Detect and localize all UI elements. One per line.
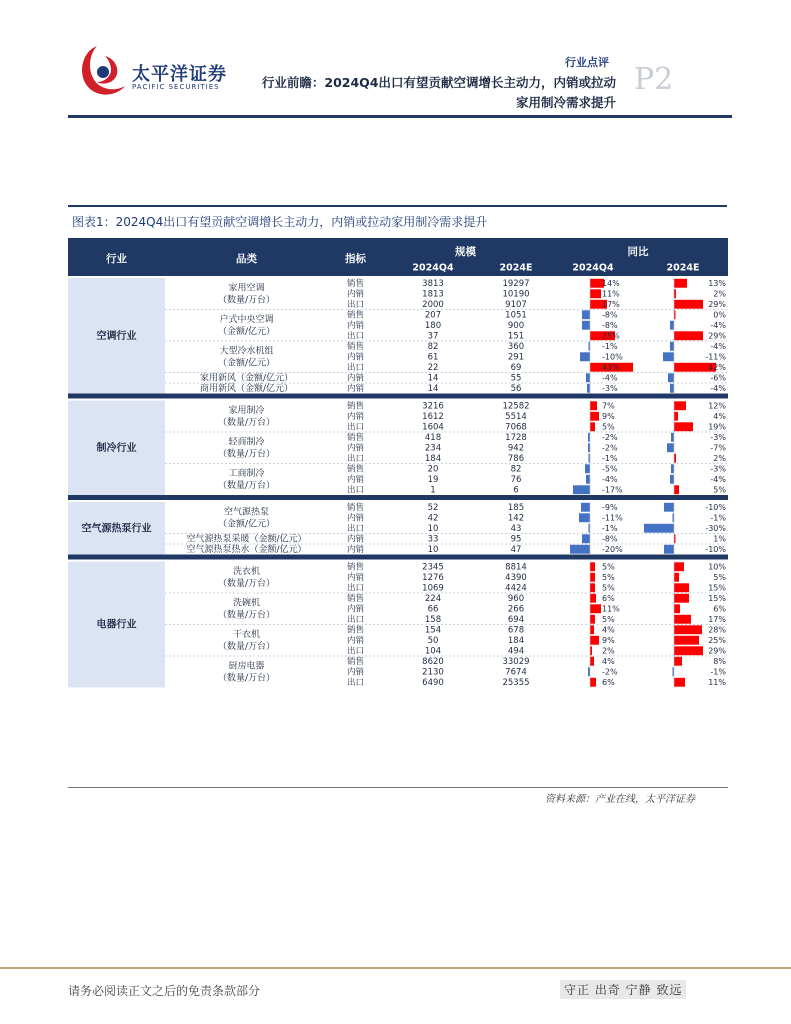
yoy-bar-2024e (670, 321, 674, 330)
category-unit: （数量/万台） (217, 295, 276, 306)
yoy-label-2024e: 12% (708, 401, 726, 411)
category-label: 洗碗机 (232, 598, 261, 609)
yoy-label-2024q4: -17% (602, 485, 623, 495)
category-label: 户式中央空调 (219, 314, 274, 325)
value-2024e: 19297 (502, 278, 530, 289)
yoy-bar-2024e (670, 342, 674, 351)
yoy-bar-2024e (674, 401, 686, 410)
yoy-bar-2024q4 (586, 373, 590, 382)
value-2024e: 33029 (502, 656, 530, 667)
yoy-bar-2024q4 (579, 513, 590, 522)
category-label: 家用新风（金额/亿元） (199, 373, 294, 384)
yoy-bar-2024e (668, 373, 674, 382)
value-2024q4: 180 (424, 320, 442, 331)
yoy-label-2024e: 13% (708, 278, 726, 288)
report-title-line-2: 家用制冷需求提升 (515, 95, 616, 110)
yoy-label-2024q4: 5% (602, 562, 615, 572)
value-2024q4: 52 (427, 502, 439, 513)
metric-label: 销售 (346, 562, 365, 573)
yoy-label-2024e: 25% (708, 635, 726, 645)
yoy-label-2024e: 17% (708, 614, 726, 624)
yoy-label-2024q4: 4% (602, 625, 615, 635)
data-table (68, 238, 728, 788)
value-2024q4: 3813 (422, 278, 444, 289)
yoy-bar-2024q4 (580, 352, 590, 361)
value-2024q4: 37 (427, 331, 439, 342)
category-label: 空气源热泵热水（金额/亿元） (186, 544, 307, 555)
yoy-label-2024q4: 2% (602, 646, 615, 656)
category-unit: （数量/万台） (217, 673, 276, 684)
yoy-label-2024e: 28% (708, 625, 726, 635)
category-unit: （数量/万台） (217, 417, 276, 428)
value-2024e: 82 (510, 464, 522, 475)
yoy-label-2024q4: 17% (602, 299, 620, 309)
yoy-bar-2024e (674, 331, 703, 340)
value-2024q4: 19 (427, 474, 439, 485)
value-2024e: 678 (507, 625, 525, 636)
value-2024q4: 8620 (422, 656, 444, 667)
yoy-label-2024q4: 11% (602, 604, 620, 614)
figure-source: 资料来源：产业在线，太平洋证券 (545, 794, 695, 805)
category-label: 空气源热泵 (223, 507, 270, 518)
metric-label: 内销 (346, 289, 365, 300)
metric-label: 出口 (346, 422, 365, 433)
value-2024q4: 154 (424, 625, 442, 636)
value-2024e: 184 (507, 635, 525, 646)
yoy-label-2024e: 10% (708, 562, 726, 572)
yoy-bar-2024e (674, 562, 684, 571)
yoy-label-2024q4: 9% (602, 411, 615, 421)
yoy-label-2024q4: -1% (602, 341, 618, 351)
yoy-label-2024q4: -2% (602, 667, 618, 677)
yoy-bar-2024q4 (582, 534, 590, 543)
value-2024q4: 2345 (422, 562, 444, 573)
category-unit: （数量/万台） (217, 480, 276, 491)
yoy-bar-2024q4 (590, 422, 595, 431)
value-2024q4: 14 (427, 373, 439, 384)
value-2024q4: 3216 (422, 401, 444, 412)
industry-label: 空调行业 (96, 330, 137, 342)
source-rule (68, 787, 728, 788)
value-2024e: 151 (507, 331, 525, 342)
yoy-label-2024q4: -10% (602, 352, 623, 362)
value-2024e: 6 (513, 485, 519, 496)
yoy-bar-2024e (670, 475, 674, 484)
brand-name-english: PACIFIC SECURITIES (132, 83, 220, 91)
yoy-label-2024q4: 5% (602, 614, 615, 624)
yoy-bar-2024q4 (582, 321, 590, 330)
metric-label: 内销 (346, 411, 365, 422)
metric-label: 内销 (346, 667, 365, 678)
category-unit: （金额/亿元） (217, 326, 276, 337)
yoy-bar-2024e (674, 678, 685, 687)
value-2024e: 55 (510, 373, 522, 384)
yoy-label-2024q4: 11% (602, 289, 620, 299)
yoy-label-2024q4: 6% (602, 677, 615, 687)
yoy-label-2024q4: -8% (602, 320, 618, 330)
yoy-label-2024q4: 9% (602, 635, 615, 645)
metric-label: 出口 (346, 646, 365, 657)
yoy-label-2024q4: 43% (602, 362, 620, 372)
metric-label: 出口 (346, 299, 365, 310)
industry-label: 制冷行业 (96, 442, 137, 454)
yoy-label-2024q4: -2% (602, 443, 618, 453)
value-2024q4: 50 (427, 635, 439, 646)
value-2024e: 1728 (505, 432, 527, 443)
header-scale-q4: 2024Q4 (412, 262, 454, 274)
value-2024e: 786 (507, 453, 525, 464)
value-2024e: 95 (510, 534, 522, 545)
category-label: 轻商制冷 (228, 437, 265, 448)
value-2024q4: 104 (424, 646, 442, 657)
value-2024q4: 158 (424, 614, 442, 625)
value-2024e: 76 (510, 474, 522, 485)
metric-label: 内销 (346, 320, 365, 331)
figure-title: 图表1：2024Q4出口有望贡献空调增长主动力，内销或拉动家用制冷需求提升 (72, 215, 488, 229)
value-2024e: 185 (507, 502, 525, 513)
value-2024q4: 20 (427, 464, 439, 475)
metric-label: 内销 (346, 513, 365, 524)
value-2024q4: 234 (424, 443, 442, 454)
yoy-bar-2024e (671, 433, 674, 442)
yoy-label-2024q4: 6% (602, 593, 615, 603)
metric-label: 销售 (346, 432, 365, 443)
value-2024e: 7068 (505, 422, 527, 433)
yoy-label-2024q4: 7% (602, 401, 615, 411)
header-yoy-2024e: 2024E (666, 262, 700, 274)
value-2024q4: 2130 (422, 667, 444, 678)
value-2024e: 142 (507, 513, 525, 524)
yoy-bar-2024q4 (590, 625, 594, 634)
yoy-bar-2024q4 (581, 503, 590, 512)
header-scale: 规模 (455, 246, 476, 258)
value-2024e: 360 (507, 341, 525, 352)
value-2024q4: 224 (424, 593, 442, 604)
value-2024q4: 82 (427, 341, 439, 352)
metric-label: 内销 (346, 534, 365, 545)
metric-label: 内销 (346, 373, 365, 384)
yoy-bar-2024e (644, 524, 674, 533)
category-label: 商用新风（金额/亿元） (199, 383, 294, 394)
value-2024e: 694 (507, 614, 525, 625)
yoy-label-2024q4: 25% (602, 331, 620, 341)
metric-label: 内销 (346, 352, 365, 363)
header-divider (68, 115, 732, 118)
yoy-bar-2024q4 (590, 678, 596, 687)
yoy-bar-2024e (674, 646, 703, 655)
category-label: 工商制冷 (228, 468, 265, 479)
yoy-label-2024e: 2% (713, 289, 726, 299)
yoy-label-2024e: -3% (710, 464, 726, 474)
value-2024q4: 1612 (422, 411, 444, 422)
value-2024q4: 1 (430, 485, 436, 496)
yoy-label-2024e: -6% (710, 373, 726, 383)
value-2024q4: 33 (427, 534, 439, 545)
value-2024e: 4424 (505, 583, 527, 594)
yoy-bar-2024e (674, 625, 702, 634)
value-2024q4: 1813 (422, 289, 444, 300)
yoy-bar-2024q4 (590, 289, 601, 298)
metric-label: 出口 (346, 331, 365, 342)
yoy-bar-2024e (667, 443, 674, 452)
yoy-label-2024e: 1% (713, 534, 726, 544)
value-2024q4: 2000 (422, 299, 444, 310)
value-2024q4: 6490 (422, 677, 444, 688)
metric-label: 销售 (346, 656, 365, 667)
yoy-label-2024q4: -11% (602, 513, 623, 523)
figure-title-rule (68, 205, 727, 207)
industry-label: 电器行业 (96, 619, 137, 631)
yoy-bar-2024q4 (585, 464, 590, 473)
page-number: P2 (634, 62, 674, 97)
yoy-bar-2024e (674, 412, 678, 421)
metric-label: 内销 (346, 635, 365, 646)
yoy-label-2024e: 15% (708, 593, 726, 603)
category-label: 家用制冷 (228, 405, 265, 416)
yoy-bar-2024e (664, 545, 674, 554)
yoy-label-2024q4: -20% (602, 544, 623, 554)
category-label: 家用空调 (228, 283, 265, 294)
yoy-bar-2024q4 (590, 615, 595, 624)
metric-label: 内销 (346, 544, 365, 555)
yoy-label-2024e: 4% (713, 411, 726, 421)
header-scale-2024e: 2024E (499, 262, 533, 274)
yoy-bar-2024e (674, 300, 703, 309)
metric-label: 销售 (346, 593, 365, 604)
group-separator (68, 394, 728, 399)
metric-label: 销售 (346, 341, 365, 352)
value-2024e: 8814 (505, 562, 527, 573)
metric-label: 出口 (346, 583, 365, 594)
brand-name: 太平洋证券 (132, 64, 227, 85)
value-2024q4: 42 (427, 513, 439, 524)
yoy-bar-2024e (674, 279, 687, 288)
metric-label: 出口 (346, 485, 365, 496)
yoy-bar-2024q4 (582, 310, 590, 319)
yoy-label-2024e: -10% (705, 502, 726, 512)
header-industry: 行业 (106, 253, 127, 265)
value-2024e: 43 (510, 523, 522, 534)
yoy-bar-2024e (664, 503, 674, 512)
yoy-label-2024e: 29% (708, 646, 726, 656)
value-2024e: 47 (510, 544, 522, 555)
yoy-bar-2024q4 (590, 604, 601, 613)
yoy-label-2024e: -4% (710, 341, 726, 351)
header-category: 品类 (236, 253, 257, 265)
metric-label: 出口 (346, 677, 365, 688)
header-metric: 指标 (345, 253, 366, 265)
value-2024q4: 184 (424, 453, 442, 464)
value-2024q4: 1069 (422, 583, 444, 594)
yoy-bar-2024q4 (570, 545, 590, 554)
category-unit: （数量/万台） (217, 578, 276, 589)
category-label: 厨房电器 (228, 661, 265, 672)
yoy-label-2024q4: 14% (602, 278, 620, 288)
yoy-label-2024e: -3% (710, 432, 726, 442)
value-2024q4: 207 (424, 310, 442, 321)
yoy-label-2024q4: -4% (602, 373, 618, 383)
value-2024e: 266 (507, 604, 525, 615)
yoy-label-2024e: -1% (710, 513, 726, 523)
company-motto: 守正 出奇 宁静 致远 (560, 980, 686, 999)
yoy-bar-2024q4 (590, 583, 595, 592)
value-2024e: 25355 (502, 677, 530, 688)
group-separator (68, 495, 728, 500)
yoy-bar-2024q4 (590, 562, 595, 571)
value-2024e: 12582 (502, 401, 530, 412)
yoy-bar-2024q4 (586, 475, 590, 484)
metric-label: 销售 (346, 310, 365, 321)
header-yoy-q4: 2024Q4 (572, 262, 614, 274)
yoy-label-2024e: 5% (713, 485, 726, 495)
value-2024q4: 61 (427, 352, 439, 363)
metric-label: 内销 (346, 604, 365, 615)
value-2024q4: 10 (427, 523, 439, 534)
value-2024q4: 418 (424, 432, 442, 443)
metric-label: 销售 (346, 502, 365, 513)
yoy-label-2024e: 29% (708, 331, 726, 341)
yoy-label-2024q4: 5% (602, 422, 615, 432)
metric-label: 销售 (346, 464, 365, 475)
yoy-label-2024e: -30% (705, 523, 726, 533)
yoy-bar-2024e (674, 573, 679, 582)
metric-label: 销售 (346, 278, 365, 289)
yoy-bar-2024e (674, 594, 689, 603)
category-unit: （金额/亿元） (217, 358, 276, 369)
category-label: 大型冷水机组 (219, 346, 274, 357)
metric-label: 销售 (346, 401, 365, 412)
value-2024q4: 1604 (422, 422, 444, 433)
value-2024e: 7674 (505, 667, 527, 678)
disclaimer: 请务必阅读正文之后的免责条款部分 (68, 984, 261, 998)
pacific-securities-logo (75, 42, 127, 98)
yoy-label-2024e: -1% (710, 667, 726, 677)
yoy-bar-2024e (670, 384, 674, 393)
category-unit: （数量/万台） (217, 610, 276, 621)
value-2024q4: 14 (427, 383, 439, 394)
category-label: 洗衣机 (232, 566, 261, 577)
value-2024q4: 22 (427, 362, 439, 373)
yoy-bar-2024q4 (590, 401, 597, 410)
value-2024q4: 1276 (422, 572, 444, 583)
yoy-label-2024e: 42% (708, 362, 726, 372)
yoy-label-2024q4: -5% (602, 464, 618, 474)
yoy-label-2024q4: -1% (602, 453, 618, 463)
yoy-label-2024q4: 5% (602, 572, 615, 582)
yoy-bar-2024q4 (590, 573, 595, 582)
yoy-bar-2024e (663, 352, 674, 361)
yoy-label-2024q4: 5% (602, 583, 615, 593)
yoy-label-2024q4: -4% (602, 474, 618, 484)
yoy-bar-2024e (674, 485, 679, 494)
group-separator (68, 555, 728, 560)
value-2024e: 900 (507, 320, 525, 331)
yoy-bar-2024q4 (590, 636, 599, 645)
metric-label: 出口 (346, 523, 365, 534)
metric-label: 内销 (346, 443, 365, 454)
metric-label: 出口 (346, 614, 365, 625)
metric-label: 内销 (346, 383, 365, 394)
category-unit: （金额/亿元） (217, 519, 276, 530)
report-title-line-1: 行业前瞻：2024Q4出口有望贡献空调增长主动力，内销或拉动 (261, 75, 616, 90)
yoy-label-2024e: 29% (708, 299, 726, 309)
footer-rule (0, 967, 791, 969)
yoy-label-2024e: 6% (713, 604, 726, 614)
value-2024e: 942 (507, 443, 525, 454)
category-label: 干衣机 (232, 629, 261, 640)
metric-label: 内销 (346, 572, 365, 583)
category-unit: （数量/万台） (217, 641, 276, 652)
category-label: 空气源热泵采暖（金额/亿元） (186, 534, 307, 545)
yoy-bar-2024e (674, 657, 682, 666)
yoy-bar-2024q4 (590, 412, 599, 421)
yoy-bar-2024q4 (587, 384, 590, 393)
yoy-label-2024e: 0% (713, 310, 726, 320)
metric-label: 出口 (346, 362, 365, 373)
value-2024e: 9107 (505, 299, 527, 310)
yoy-bar-2024q4 (573, 485, 590, 494)
yoy-bar-2024q4 (590, 657, 594, 666)
yoy-label-2024e: 8% (713, 656, 726, 666)
yoy-bar-2024q4 (590, 594, 596, 603)
value-2024e: 56 (510, 383, 522, 394)
yoy-label-2024q4: -8% (602, 310, 618, 320)
yoy-label-2024e: -4% (710, 474, 726, 484)
category-unit: （数量/万台） (217, 449, 276, 460)
yoy-label-2024e: 11% (708, 677, 726, 687)
value-2024e: 10190 (502, 289, 530, 300)
yoy-label-2024e: -4% (710, 320, 726, 330)
value-2024e: 5514 (505, 411, 527, 422)
yoy-label-2024e: -7% (710, 443, 726, 453)
yoy-label-2024e: -11% (705, 352, 726, 362)
header-yoy: 同比 (627, 246, 649, 258)
yoy-label-2024q4: -2% (602, 432, 618, 442)
industry-label: 空气源热泵行业 (81, 523, 152, 535)
yoy-label-2024e: -10% (705, 544, 726, 554)
value-2024e: 960 (507, 593, 525, 604)
metric-label: 销售 (346, 625, 365, 636)
value-2024q4: 66 (427, 604, 439, 615)
document-type: 行业点评 (565, 56, 609, 69)
metric-label: 内销 (346, 474, 365, 485)
metric-label: 出口 (346, 453, 365, 464)
yoy-label-2024e: -4% (710, 383, 726, 393)
yoy-bar-2024e (671, 464, 674, 473)
value-2024q4: 10 (427, 544, 439, 555)
yoy-bar-2024e (674, 615, 691, 624)
value-2024e: 4390 (505, 572, 527, 583)
value-2024e: 291 (507, 352, 525, 363)
yoy-label-2024e: 5% (713, 572, 726, 582)
yoy-bar-2024e (674, 636, 699, 645)
value-2024e: 1051 (505, 310, 527, 321)
yoy-bar-2024e (674, 583, 689, 592)
yoy-label-2024e: 2% (713, 453, 726, 463)
yoy-label-2024q4: 4% (602, 656, 615, 666)
yoy-bar-2024e (674, 604, 680, 613)
value-2024e: 494 (507, 646, 525, 657)
yoy-label-2024q4: -1% (602, 523, 618, 533)
yoy-label-2024q4: -9% (602, 502, 618, 512)
value-2024e: 69 (510, 362, 522, 373)
yoy-label-2024e: 15% (708, 583, 726, 593)
yoy-label-2024e: 19% (708, 422, 726, 432)
yoy-bar-2024e (674, 422, 693, 431)
yoy-label-2024q4: -8% (602, 534, 618, 544)
yoy-label-2024q4: -3% (602, 383, 618, 393)
